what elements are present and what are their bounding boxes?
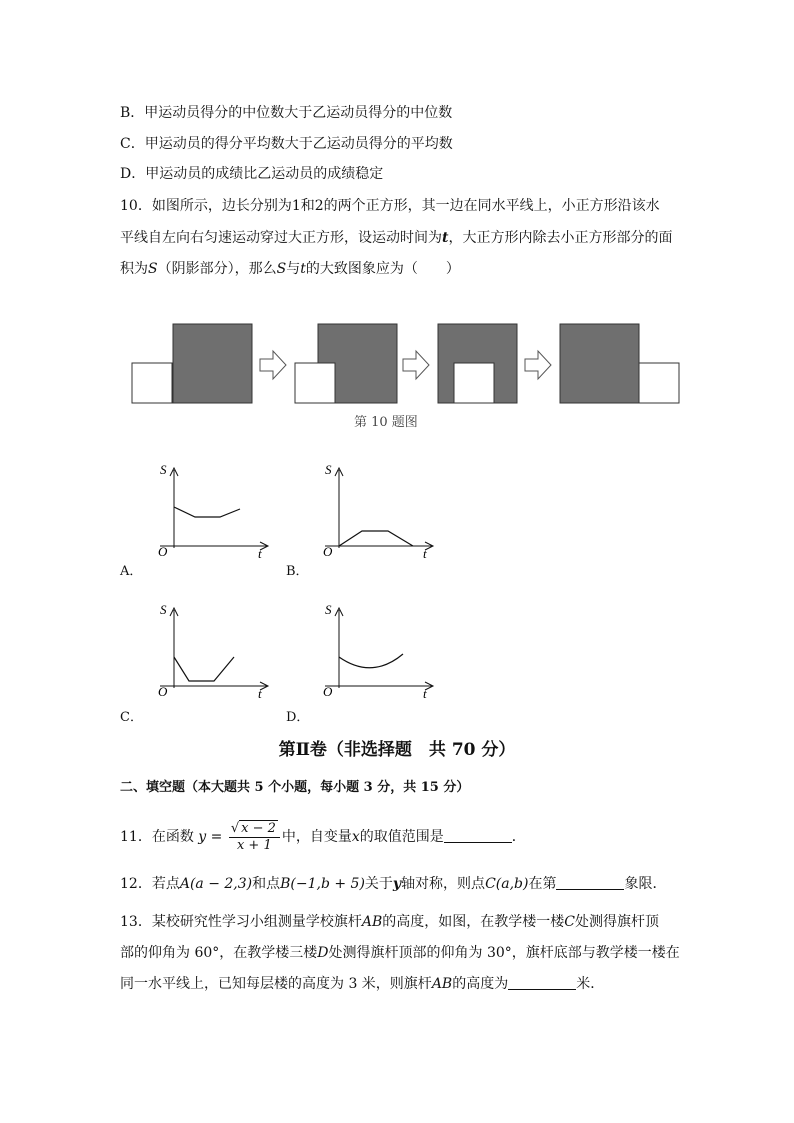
frame-1: [132, 324, 252, 403]
option-c: C．甲运动员的得分平均数大于乙运动员得分的平均数: [120, 136, 453, 152]
q10-text: 的大致图象应为（ ）: [305, 261, 460, 277]
var-s: S: [148, 261, 158, 277]
q10-text: 平线自左向右匀速运动穿过大正方形，设运动时间为: [120, 230, 442, 246]
origin-o: O: [158, 544, 168, 559]
curve-b: [339, 531, 413, 546]
arrow-2: [403, 351, 429, 379]
axis-t: t: [258, 686, 262, 700]
q10-text: 与: [286, 261, 301, 277]
point-d: D: [317, 945, 329, 961]
q12-text: 在第: [528, 876, 557, 892]
axis-s: S: [160, 602, 167, 617]
q13-text: 部的仰角为 60°，在教学楼三楼: [120, 945, 318, 961]
option-d-label[interactable]: D．: [286, 710, 310, 725]
graph-a: [150, 460, 280, 560]
q12-text: 12．若点: [120, 876, 180, 892]
seg-ab: AB: [361, 914, 383, 930]
q13-text: 同一水平线上，已知每层楼的高度为 3 米，则旗杆: [120, 976, 432, 992]
q13-text: 的高度，如图，在教学楼一楼: [382, 914, 565, 930]
axis-s: S: [325, 602, 332, 617]
q13-text: 处测得旗杆顶部的仰角为 30°，旗杆底部与教学楼一楼在: [328, 945, 680, 961]
axis-t: t: [423, 546, 427, 560]
q11-end: ．: [511, 829, 526, 845]
axis-s: S: [160, 462, 167, 477]
option-c-label[interactable]: C．: [120, 710, 143, 725]
var-x: x: [351, 829, 360, 845]
q13-end: 米．: [576, 976, 605, 992]
q12-text: 和点: [252, 876, 281, 892]
curve-d: [339, 654, 403, 668]
axis-t: t: [258, 546, 262, 560]
origin-o: O: [323, 544, 333, 559]
q10-line3: [120, 259, 460, 279]
q12-text: 关于: [364, 876, 393, 892]
option-b-label[interactable]: B．: [286, 564, 309, 579]
q13-text: 13．某校研究性学习小组测量学校旗杆: [120, 914, 362, 930]
frame-2: [295, 324, 397, 403]
q10-text: （阴影部分），那么: [157, 261, 277, 277]
point-b: B(−1,b + 5): [280, 876, 365, 892]
q10-line1: 10．如图所示，边长分别为1和2的两个正方形，其一边在同水平线上，小正方形沿该水: [120, 198, 660, 214]
q12-text: 轴对称，则点: [401, 876, 486, 892]
seg-ab: AB: [431, 976, 453, 992]
var-s: S: [276, 261, 287, 277]
answer-blank[interactable]: [508, 975, 576, 990]
q11-radicand: x − 2: [241, 820, 276, 836]
frame-3: [438, 324, 517, 403]
figure-caption: 第 10 题图: [354, 415, 418, 430]
q11-y: y =: [198, 829, 223, 845]
axis-t: t: [423, 686, 427, 700]
q11-text: 11．在函数: [120, 829, 194, 845]
graph-c: [150, 600, 280, 700]
q10-line2: [120, 228, 672, 248]
option-a-label[interactable]: A．: [120, 564, 143, 579]
point-a: A(a − 2,3): [179, 876, 253, 892]
q12-end: 象限．: [624, 876, 667, 892]
q11-numerator: √ x − 2: [229, 821, 280, 838]
answer-blank[interactable]: [444, 828, 512, 843]
axis-s: S: [325, 462, 332, 477]
curve-c: [174, 657, 234, 681]
option-d: D．甲运动员的成绩比乙运动员的成绩稳定: [120, 166, 384, 182]
q13-text: 处测得旗杆顶: [574, 914, 659, 930]
point-c: C: [564, 914, 575, 930]
q10-text: ，大正方形内除去小正方形部分的面: [448, 230, 673, 246]
q11-text: 中，自变量: [281, 829, 352, 845]
q13-line3: [120, 974, 604, 994]
graph-b: [315, 460, 445, 560]
axis-y: y: [392, 876, 402, 892]
q11-denominator: x + 1: [236, 837, 272, 853]
q13-line1: [120, 912, 659, 932]
q13-text: 的高度为: [452, 976, 509, 992]
var-t: t: [442, 230, 449, 246]
var-t: t: [300, 261, 306, 277]
q12: [120, 874, 666, 894]
curve-a: [174, 507, 240, 517]
q10-text: 积为: [120, 261, 148, 277]
answer-blank[interactable]: [556, 875, 624, 890]
origin-o: O: [158, 684, 168, 699]
q11-fraction: [229, 821, 280, 854]
frame-4: [560, 324, 679, 403]
arrow-3: [525, 351, 551, 379]
section2-title: 第Ⅱ卷（非选择题 共 70 分）: [278, 740, 516, 760]
point-c: C(a,b): [485, 876, 529, 892]
section2-subtitle: 二、填空题（本大题共 5 个小题，每小题 3 分，共 15 分）: [120, 780, 470, 795]
arrow-1: [260, 351, 286, 379]
option-b: B．甲运动员得分的中位数大于乙运动员得分的中位数: [120, 105, 453, 121]
origin-o: O: [323, 684, 333, 699]
q11: [120, 818, 526, 856]
q13-line2: [120, 943, 680, 963]
q11-text: 的取值范围是: [359, 829, 444, 845]
graph-d: [315, 600, 445, 700]
